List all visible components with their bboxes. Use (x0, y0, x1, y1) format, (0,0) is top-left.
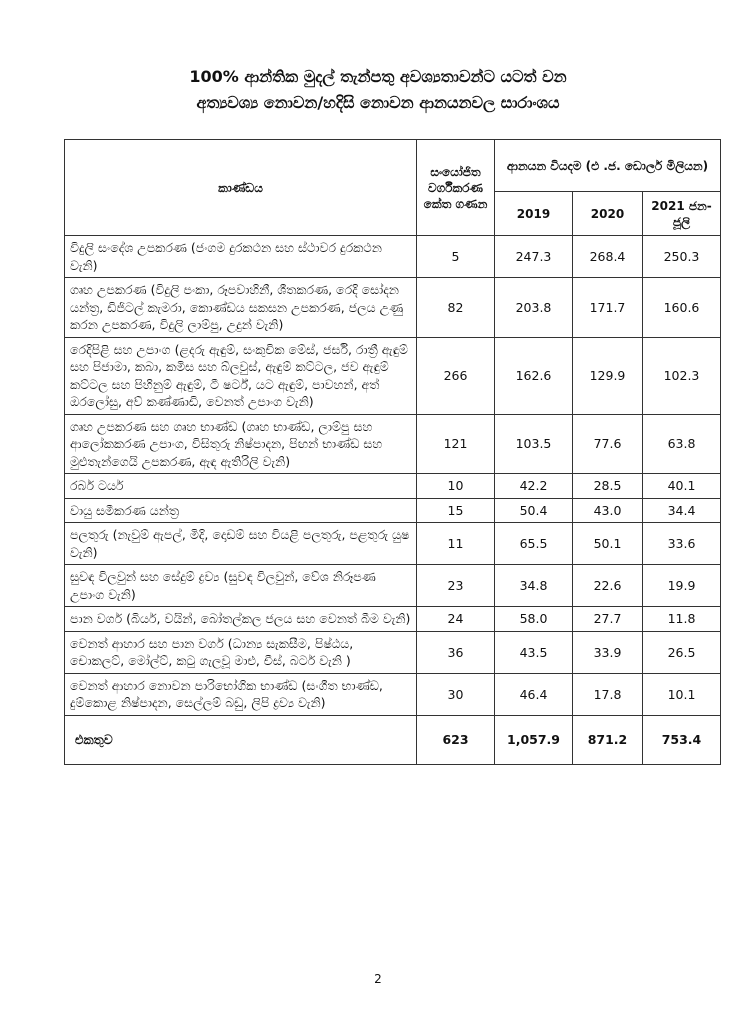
row-value-2021: 33.6 (643, 523, 721, 565)
header-hs-code-count: සංයෝජිත වර්ගීකරණ කේත ගණන (417, 140, 495, 236)
row-value-2019: 42.2 (495, 474, 573, 499)
row-category: ගෘහ උපකරණ (විදුලි පංකා, රූපවාහිනී, ශීතකරණ, රෙදි සෝදන යන්ත්‍ර, ඩිජිටල් කැමරා, කොණ්ඩය සකසන උපකරණ, ජලය උණු කරන උපකරණ, විදුලි ලාම්පු, උදුන් වැනි) (65, 278, 417, 338)
row-code-count: 10 (417, 474, 495, 499)
row-value-2019: 203.8 (495, 278, 573, 338)
row-code-count: 30 (417, 673, 495, 715)
row-value-2020: 77.6 (573, 414, 643, 474)
row-code-count: 15 (417, 498, 495, 523)
row-value-2020: 50.1 (573, 523, 643, 565)
total-label: එකතුව (65, 715, 417, 764)
header-import-expenditure: ආනයන වියදම (එ .ජ. ඩොලර් මිලියන) (495, 140, 721, 192)
row-value-2019: 103.5 (495, 414, 573, 474)
row-category: පලතුරු (නැවුම් ඇපල්, මිදි, දොඩම් සහ වියළි පලතුරු, පළතුරු යුෂ වැනි) (65, 523, 417, 565)
table-row (65, 523, 721, 565)
row-code-count: 11 (417, 523, 495, 565)
row-code-count: 82 (417, 278, 495, 338)
row-category: වායු සමීකරණ යන්ත්‍ර (65, 498, 417, 523)
row-value-2021: 250.3 (643, 236, 721, 278)
header-year-2020: 2020 (573, 192, 643, 236)
table-row (65, 337, 721, 414)
title-line-2: අත්‍යවශ්‍ය නොවන/හදිසි නොවන ආනයනවල සාරාංශය (196, 93, 560, 112)
page-title (0, 64, 756, 116)
table-row (65, 565, 721, 607)
row-category: සුවඳ විලවුන් සහ සේදුම් ද්‍රව්‍ය (සුවඳ විලවුන්, වේශ නිරූපණ උපාංග වැනි) (65, 565, 417, 607)
row-code-count: 24 (417, 607, 495, 632)
row-value-2020: 17.8 (573, 673, 643, 715)
row-value-2019: 247.3 (495, 236, 573, 278)
total-value-2020: 871.2 (573, 715, 643, 764)
row-category: පාන වර්ග (බියර්, වයින්, බෝතල්කල ජලය සහ වෙනත් බීම වැනි) (65, 607, 417, 632)
row-value-2019: 34.8 (495, 565, 573, 607)
total-value-2019: 1,057.9 (495, 715, 573, 764)
row-code-count: 121 (417, 414, 495, 474)
row-value-2021: 10.1 (643, 673, 721, 715)
table-row (65, 673, 721, 715)
table-row (65, 414, 721, 474)
row-value-2019: 58.0 (495, 607, 573, 632)
row-value-2020: 268.4 (573, 236, 643, 278)
row-value-2020: 33.9 (573, 631, 643, 673)
row-category: රෙදිපිළි සහ උපාංග (ළදරු ඇඳුම්, සංකුචික මේස්, ජර්සි, රාත්‍රී ඇඳුම් සහ පිජාමා, කබා, කමිස සහ බ්ලවුස්, ඇඳුම් කට්ටල, ජව ඇඳුම් කට්ටල සහ පිහිනුම් ඇඳුම්, ටී ෂර්ට්, යට ඇඳුම්, පාවහන්, අත් ඔරලෝසු, අව් කණ්ණාඩි, වෙනත් උපාංග වැනි) (65, 337, 417, 414)
row-value-2021: 40.1 (643, 474, 721, 499)
table-row (65, 607, 721, 632)
row-value-2020: 171.7 (573, 278, 643, 338)
row-value-2020: 43.0 (573, 498, 643, 523)
total-value-2021: 753.4 (643, 715, 721, 764)
row-category: වෙනත් ආහාර සහ පාන වර්ග (ධාන්‍ය සැකසීම, පිෂ්ඨය, චොකලට්, මෝල්ට්, කටු ගැලවූ මාළු, චීස්, බටර් වැනි ) (65, 631, 417, 673)
row-value-2021: 11.8 (643, 607, 721, 632)
header-year-2019: 2019 (495, 192, 573, 236)
row-value-2021: 160.6 (643, 278, 721, 338)
row-value-2021: 102.3 (643, 337, 721, 414)
row-category: රබර් ටයර් (65, 474, 417, 499)
table-row (65, 631, 721, 673)
total-code-count: 623 (417, 715, 495, 764)
row-value-2020: 27.7 (573, 607, 643, 632)
row-category: විදුලි සංදේශ උපකරණ (ජංගම දුරකථන සහ ස්ථාවර දුරකථන වැනි) (65, 236, 417, 278)
row-value-2019: 162.6 (495, 337, 573, 414)
table-row (65, 236, 721, 278)
row-value-2020: 28.5 (573, 474, 643, 499)
row-category: ගෘහ උපකරණ සහ ගෘහ භාණ්ඩ (ගෘහ භාණ්ඩ, ලාම්පු සහ ආලෝකකරණ උපාංග, විසිතුරු නිෂ්පාදන, පිඟන් භාණ්ඩ සහ මුළුතැන්ගෙයි උපකරණ, ඇඳ ඇතිරිලි වැනි) (65, 414, 417, 474)
header-category: කාණ්ඩය (65, 140, 417, 236)
row-code-count: 36 (417, 631, 495, 673)
total-row (65, 715, 721, 764)
row-value-2021: 34.4 (643, 498, 721, 523)
row-category: වෙනත් ආහාර නොවන පාරිභෝගික භාණ්ඩ (සංගීත භාණ්ඩ, දුම්කොළ නිෂ්පාදන, සෙල්ලම් බඩු, ලිපි ද්‍රව්‍ය වැනි) (65, 673, 417, 715)
row-value-2020: 22.6 (573, 565, 643, 607)
row-value-2020: 129.9 (573, 337, 643, 414)
header-year-2021: 2021 ජන-ජූලි (643, 192, 721, 236)
row-value-2021: 26.5 (643, 631, 721, 673)
table-row (65, 278, 721, 338)
imports-summary-table (64, 139, 721, 765)
row-value-2019: 65.5 (495, 523, 573, 565)
title-line-1: 100% ආන්තික මුදල් තැන්පතු අවශ්‍යතාවන්ට යටත් වන (189, 67, 567, 86)
row-value-2019: 43.5 (495, 631, 573, 673)
row-value-2021: 19.9 (643, 565, 721, 607)
row-value-2019: 50.4 (495, 498, 573, 523)
row-value-2021: 63.8 (643, 414, 721, 474)
row-code-count: 266 (417, 337, 495, 414)
table-row (65, 474, 721, 499)
row-code-count: 5 (417, 236, 495, 278)
table-row (65, 498, 721, 523)
page-number: 2 (374, 972, 382, 986)
row-code-count: 23 (417, 565, 495, 607)
row-value-2019: 46.4 (495, 673, 573, 715)
